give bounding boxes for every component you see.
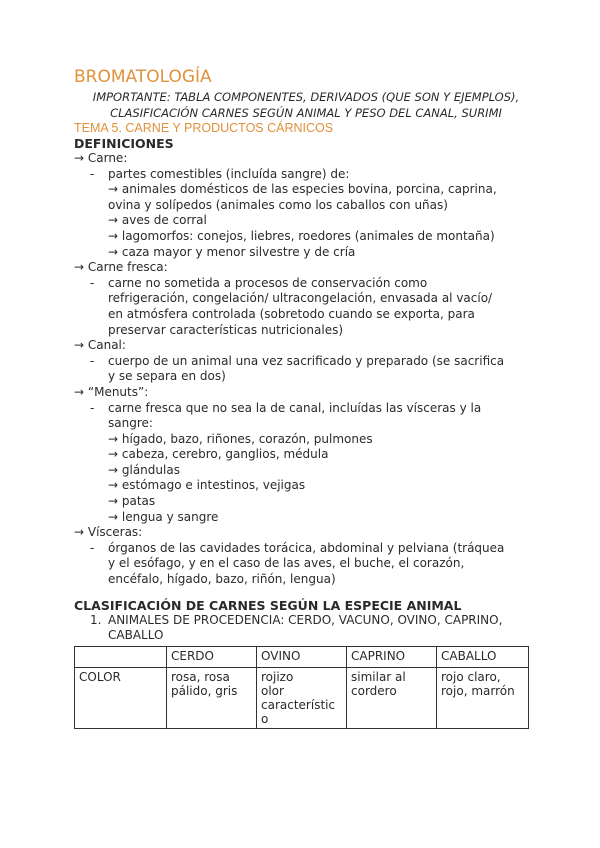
section-title: TEMA 5. CARNE Y PRODUCTOS CÁRNICOS (74, 121, 334, 135)
table-cell-cerdo: rosa, rosa pálido, gris (167, 667, 257, 728)
menuts-sub-line: → glándulas (108, 462, 180, 477)
dash-marker: - (90, 275, 95, 290)
table-header-cell: OVINO (257, 646, 347, 667)
carne-sub-line: ovina y solípedos (animales como los caballos con uñas) (108, 197, 448, 212)
carne-label: → Carne: (74, 151, 128, 165)
visceras-definition: - órganos de las cavidades torácica, abdominal y pelviana (tráquea (90, 540, 505, 555)
visceras-line: encéfalo, hígado, bazo, riñón, lengua) (108, 572, 336, 587)
visceras-label: → Vísceras: (74, 525, 143, 540)
carne-sub-line: → caza mayor y menor silvestre y de cría (108, 244, 356, 259)
canal-label: → Canal: (74, 338, 126, 353)
table-header-cell (75, 646, 167, 667)
dash-marker: - (90, 353, 95, 368)
carne-sub-line: → aves de corral (108, 213, 207, 228)
carne-fresca-line: refrigeración, congelación/ ultracongelación, envasada al vacío/ (108, 291, 493, 306)
table-cell-ovino: rojizo olor característic o (257, 667, 347, 728)
table-cell-caballo: rojo claro, rojo, marrón (437, 667, 529, 728)
document-title: BROMATOLOGÍA (74, 67, 212, 87)
important-note: IMPORTANTE: TABLA COMPONENTES, DERIVADOS (QUE SON Y EJEMPLOS), CLASIFICACIÓN CARNES SEGÚN ANIMAL Y PESO DEL CANAL, SURIMI (92, 90, 520, 120)
menuts-sub-line: → patas (108, 494, 156, 509)
carne-definition: - partes comestibles (incluída sangre) de: (90, 166, 350, 181)
carne-sub-line: → animales domésticos de las especies bovina, porcina, caprina, (108, 182, 497, 197)
carne-fresca-line: en atmósfera controlada (sobretodo cuando se exporta, para (108, 306, 475, 321)
menuts-sub-line: → lengua y sangre (108, 509, 219, 524)
clasificacion-heading: CLASIFICACIÓN DE CARNES SEGÚN LA ESPECIE ANIMAL (74, 597, 462, 613)
table-cell-caprino: similar al cordero (347, 667, 437, 728)
definiciones-heading: DEFINICIONES (74, 136, 174, 151)
table-header-row (75, 646, 529, 667)
menuts-definition: - carne fresca que no sea la de canal, incluídas las vísceras y la (90, 400, 482, 415)
document-page (74, 66, 530, 729)
canal-definition: - cuerpo de un animal una vez sacrificado y preparado (se sacrifica (90, 353, 505, 368)
canal-line: y se separa en dos) (108, 369, 226, 384)
menuts-sub-line: → estómago e intestinos, vejigas (108, 478, 306, 493)
table-header-cell: CABALLO (437, 646, 529, 667)
table-header-cell: CAPRINO (347, 646, 437, 667)
carne-fresca-label: → Carne fresca: (74, 260, 168, 275)
dash-marker: - (90, 400, 95, 415)
menuts-line: sangre: (108, 416, 153, 431)
dash-marker: - (90, 540, 95, 555)
item-line: ANIMALES DE PROCEDENCIA: CERDO, VACUNO, OVINO, CAPRINO, (108, 612, 503, 627)
numbered-item (74, 613, 530, 644)
visceras-line: y el esófago, y en el caso de las aves, el buche, el corazón, (108, 556, 465, 571)
menuts-label: → “Menuts”: (74, 384, 149, 399)
carne-fresca-line: preservar características nutricionales) (108, 322, 344, 337)
item-number: 1. (90, 612, 102, 627)
carne-sub-line: → lagomorfos: conejos, liebres, roedores (animales de montaña) (108, 228, 495, 243)
table-row (75, 667, 529, 728)
menuts-sub-line: → hígado, bazo, riñones, corazón, pulmones (108, 431, 373, 446)
table-row-label: COLOR (75, 667, 167, 728)
item-line: CABALLO (108, 628, 164, 643)
dash-marker: - (90, 166, 95, 181)
carne-fresca-definition: - carne no sometida a procesos de conservación como (90, 275, 428, 290)
species-table (74, 646, 529, 729)
menuts-sub-line: → cabeza, cerebro, ganglios, médula (108, 447, 329, 462)
table-header-cell: CERDO (167, 646, 257, 667)
